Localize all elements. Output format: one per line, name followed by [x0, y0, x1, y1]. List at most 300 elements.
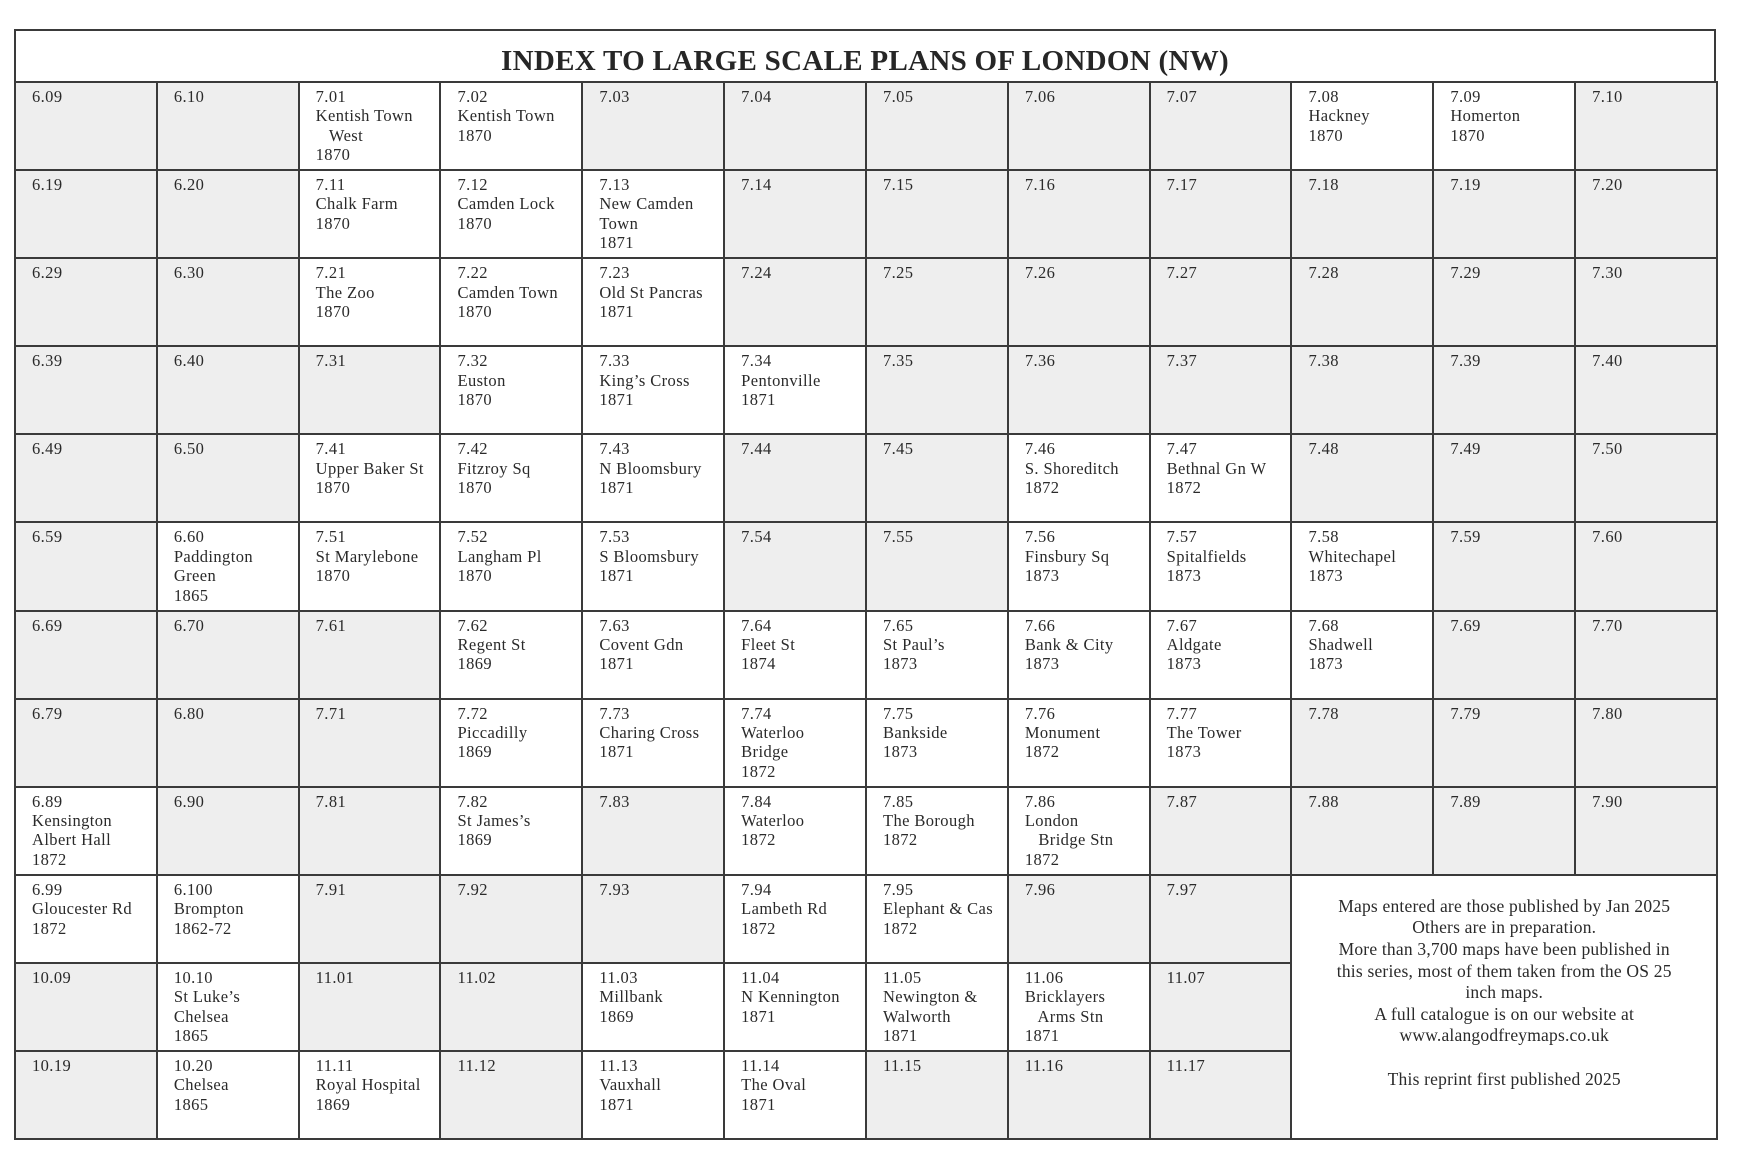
sheet-number: 7.30: [1592, 263, 1623, 283]
map-sheet-cell: [1007, 962, 1151, 1052]
sheet-number: 7.39: [1450, 351, 1481, 371]
map-sheet-cell: [439, 610, 583, 700]
sheet-number: 6.59: [32, 527, 63, 547]
sheet-year: 1872: [882, 918, 918, 938]
empty-sheet-cell: [723, 257, 867, 347]
sheet-name: Green: [173, 566, 217, 586]
sheet-number: 7.55: [882, 527, 914, 547]
sheet-name: Bricklayers: [1024, 987, 1106, 1007]
sheet-year: 1870: [315, 145, 351, 165]
sheet-name: Finsbury Sq: [1024, 546, 1110, 566]
empty-sheet-cell: [1007, 345, 1151, 435]
sheet-year: 1865: [173, 585, 209, 605]
map-sheet-cell: [865, 786, 1009, 876]
empty-sheet-cell: [156, 698, 300, 788]
sheet-name: West: [315, 125, 364, 145]
empty-sheet-cell: [1290, 698, 1434, 788]
sheet-year: 1872: [1166, 478, 1202, 498]
empty-sheet-cell: [156, 433, 300, 523]
sheet-number: 7.43: [599, 439, 630, 459]
sheet-name: S Bloomsbury: [599, 546, 700, 566]
empty-sheet-cell: [14, 1050, 158, 1140]
sheet-name: Walworth: [882, 1006, 951, 1026]
empty-sheet-cell: [723, 81, 867, 171]
sheet-name: Millbank: [599, 987, 664, 1007]
sheet-number: 6.89: [32, 791, 63, 811]
empty-sheet-cell: [1574, 433, 1718, 523]
empty-sheet-cell: [1574, 345, 1718, 435]
sheet-number: 7.58: [1308, 527, 1339, 547]
sheet-name: St James’s: [457, 811, 531, 831]
sheet-number: 7.60: [1592, 527, 1623, 547]
empty-sheet-cell: [1574, 698, 1718, 788]
sheet-number: 7.75: [882, 703, 914, 723]
info-line: [1292, 1047, 1716, 1069]
sheet-year: 1869: [457, 742, 493, 762]
empty-sheet-cell: [1149, 786, 1293, 876]
sheet-number: 6.29: [32, 263, 63, 283]
sheet-year: 1869: [599, 1006, 634, 1026]
empty-sheet-cell: [723, 433, 867, 523]
sheet-number: 7.76: [1024, 703, 1056, 723]
map-sheet-cell: [865, 610, 1009, 700]
empty-sheet-cell: [1574, 257, 1718, 347]
sheet-name: St Luke’s: [173, 987, 241, 1007]
sheet-number: 7.93: [599, 879, 630, 899]
sheet-year: 1872: [1024, 742, 1060, 762]
empty-sheet-cell: [298, 698, 442, 788]
sheet-number: 7.42: [457, 439, 488, 459]
sheet-number: 11.02: [457, 967, 496, 987]
sheet-number: 7.66: [1024, 615, 1056, 635]
empty-sheet-cell: [1149, 1050, 1293, 1140]
sheet-number: 7.31: [315, 351, 347, 371]
sheet-number: 6.100: [173, 879, 213, 899]
sheet-number: 7.86: [1024, 791, 1056, 811]
map-sheet-cell: [298, 433, 442, 523]
sheet-name: The Zoo: [315, 282, 375, 302]
sheet-number: 7.69: [1450, 615, 1481, 635]
sheet-name: N Bloomsbury: [599, 458, 702, 478]
sheet-number: 7.20: [1592, 175, 1623, 195]
sheet-name: Fitzroy Sq: [457, 458, 531, 478]
sheet-number: 7.40: [1592, 351, 1623, 371]
sheet-year: 1871: [599, 478, 634, 498]
sheet-name: King’s Cross: [599, 370, 690, 390]
sheet-number: 7.10: [1592, 87, 1623, 106]
empty-sheet-cell: [1574, 81, 1718, 171]
sheet-number: 6.90: [173, 791, 205, 811]
sheet-number: 7.92: [457, 879, 488, 899]
sheet-year: 1873: [882, 654, 918, 674]
map-sheet-cell: [1007, 698, 1151, 788]
map-sheet-cell: [156, 874, 300, 964]
sheet-name: Shadwell: [1308, 634, 1374, 654]
sheet-name: The Tower: [1166, 722, 1242, 742]
map-sheet-cell: [723, 874, 867, 964]
sheet-name: Chelsea: [173, 1006, 229, 1026]
map-sheet-cell: [865, 962, 1009, 1052]
sheet-name: Spitalfields: [1166, 546, 1247, 566]
sheet-number: 7.32: [457, 351, 488, 371]
sheet-number: 7.44: [741, 439, 772, 459]
sheet-number: 7.05: [882, 87, 914, 106]
sheet-number: 7.71: [315, 703, 347, 723]
sheet-number: 6.69: [32, 615, 63, 635]
sheet-number: 7.03: [599, 87, 630, 106]
sheet-number: 11.17: [1166, 1055, 1206, 1075]
sheet-name: Monument: [1024, 722, 1101, 742]
map-sheet-cell: [581, 169, 725, 259]
sheet-number: 7.06: [1024, 87, 1056, 106]
sheet-year: 1873: [1166, 742, 1202, 762]
sheet-number: 6.40: [173, 351, 205, 371]
empty-sheet-cell: [439, 874, 583, 964]
map-sheet-cell: [298, 81, 442, 171]
sheet-name: Bridge Stn: [1024, 830, 1114, 850]
sheet-year: 1872: [741, 918, 776, 938]
sheet-number: 7.14: [741, 175, 772, 195]
index-sheet: [14, 29, 1716, 1138]
info-panel: [1290, 874, 1718, 1140]
sheet-number: 7.88: [1308, 791, 1339, 811]
sheet-year: 1872: [1024, 478, 1060, 498]
empty-sheet-cell: [298, 610, 442, 700]
empty-sheet-cell: [1149, 962, 1293, 1052]
sheet-number: 7.15: [882, 175, 914, 195]
sheet-year: 1871: [741, 1094, 776, 1114]
map-sheet-cell: [439, 521, 583, 611]
sheet-number: 7.16: [1024, 175, 1056, 195]
sheet-name: Brompton: [173, 899, 244, 919]
sheet-name: Kentish Town: [315, 106, 413, 126]
sheet-number: 7.79: [1450, 703, 1481, 723]
sheet-number: 7.74: [741, 703, 772, 723]
sheet-number: 11.06: [1024, 967, 1064, 987]
empty-sheet-cell: [1432, 698, 1576, 788]
map-sheet-cell: [439, 698, 583, 788]
sheet-number: 7.37: [1166, 351, 1198, 371]
sheet-year: 1870: [315, 566, 351, 586]
empty-sheet-cell: [14, 81, 158, 171]
sheet-number: 7.38: [1308, 351, 1339, 371]
map-sheet-cell: [439, 169, 583, 259]
sheet-year: 1871: [599, 233, 634, 253]
sheet-number: 7.57: [1166, 527, 1198, 547]
info-line: More than 3,700 maps have been published in: [1338, 938, 1670, 959]
sheet-number: 7.95: [882, 879, 914, 899]
sheet-year: 1871: [599, 390, 634, 410]
empty-sheet-cell: [1574, 610, 1718, 700]
empty-sheet-cell: [1007, 1050, 1151, 1140]
map-sheet-cell: [156, 962, 300, 1052]
sheet-year: 1872: [32, 849, 67, 869]
sheet-name: Bank & City: [1024, 634, 1114, 654]
sheet-year: 1870: [457, 390, 493, 410]
sheet-number: 7.34: [741, 351, 772, 371]
empty-sheet-cell: [14, 521, 158, 611]
map-sheet-cell: [1290, 81, 1434, 171]
empty-sheet-cell: [1432, 521, 1576, 611]
sheet-number: 7.97: [1166, 879, 1198, 899]
empty-sheet-cell: [1149, 257, 1293, 347]
sheet-number: 7.48: [1308, 439, 1339, 459]
empty-sheet-cell: [298, 962, 442, 1052]
sheet-name: The Oval: [741, 1075, 807, 1095]
sheet-number: 7.77: [1166, 703, 1198, 723]
empty-sheet-cell: [1574, 786, 1718, 876]
sheet-name: Old St Pancras: [599, 282, 704, 302]
empty-sheet-cell: [156, 786, 300, 876]
sheet-name: Euston: [457, 370, 506, 390]
empty-sheet-cell: [1574, 169, 1718, 259]
sheet-number: 7.36: [1024, 351, 1056, 371]
map-sheet-cell: [1007, 521, 1151, 611]
sheet-number: 11.01: [315, 967, 355, 987]
sheet-number: 7.51: [315, 527, 347, 547]
sheet-year: 1865: [173, 1094, 209, 1114]
empty-sheet-cell: [865, 433, 1009, 523]
map-sheet-cell: [581, 698, 725, 788]
info-line: This reprint first published 2025: [1387, 1068, 1621, 1089]
sheet-number: 7.63: [599, 615, 630, 635]
map-sheet-cell: [865, 874, 1009, 964]
sheet-name: Camden Town: [457, 282, 559, 302]
sheet-number: 7.17: [1166, 175, 1198, 195]
sheet-name: Aldgate: [1166, 634, 1222, 654]
info-line: this series, most of them taken from the OS 25: [1336, 960, 1672, 981]
empty-sheet-cell: [156, 169, 300, 259]
sheet-year: 1871: [741, 1006, 776, 1026]
sheet-number: 7.02: [457, 87, 488, 106]
sheet-year: 1871: [1024, 1026, 1060, 1046]
sheet-number: 7.07: [1166, 87, 1198, 106]
sheet-number: 7.59: [1450, 527, 1481, 547]
sheet-number: 7.01: [315, 87, 347, 106]
sheet-year: 1870: [457, 125, 493, 145]
map-sheet-cell: [581, 345, 725, 435]
empty-sheet-cell: [581, 81, 725, 171]
empty-sheet-cell: [865, 169, 1009, 259]
sheet-number: 7.78: [1308, 703, 1339, 723]
sheet-number: 6.10: [173, 87, 205, 106]
sheet-number: 7.41: [315, 439, 347, 459]
sheet-name: St Paul’s: [882, 634, 945, 654]
map-sheet-cell: [581, 1050, 725, 1140]
empty-sheet-cell: [298, 874, 442, 964]
sheet-number: 7.94: [741, 879, 772, 899]
empty-sheet-cell: [14, 698, 158, 788]
empty-sheet-cell: [1290, 433, 1434, 523]
empty-sheet-cell: [1007, 169, 1151, 259]
sheet-name: Chelsea: [173, 1075, 229, 1095]
sheet-number: 11.14: [741, 1055, 780, 1075]
sheet-name: New Camden: [599, 194, 694, 214]
sheet-number: 7.26: [1024, 263, 1056, 283]
empty-sheet-cell: [1290, 786, 1434, 876]
sheet-number: 7.28: [1308, 263, 1339, 283]
sheet-name: Langham Pl: [457, 546, 542, 566]
sheet-name: Waterloo: [741, 722, 805, 742]
empty-sheet-cell: [14, 345, 158, 435]
map-sheet-cell: [723, 1050, 867, 1140]
empty-sheet-cell: [865, 521, 1009, 611]
map-sheet-cell: [1149, 698, 1293, 788]
sheet-name: Covent Gdn: [599, 634, 684, 654]
sheet-year: 1870: [457, 478, 493, 498]
info-line: www.alangodfreymaps.co.uk: [1399, 1025, 1609, 1046]
map-sheet-cell: [439, 786, 583, 876]
empty-sheet-cell: [1149, 81, 1293, 171]
sheet-year: 1872: [741, 761, 776, 781]
map-sheet-cell: [14, 786, 158, 876]
info-line: Maps entered are those published by Jan 2025: [1338, 895, 1671, 916]
sheet-number: 7.90: [1592, 791, 1623, 811]
sheet-year: 1869: [315, 1094, 351, 1114]
sheet-year: 1870: [315, 301, 351, 321]
empty-sheet-cell: [1290, 169, 1434, 259]
sheet-year: 1870: [457, 566, 493, 586]
sheet-name: Gloucester Rd: [32, 899, 133, 919]
sheet-year: 1871: [599, 301, 634, 321]
page-title: INDEX TO LARGE SCALE PLANS OF LONDON (NW): [16, 31, 1714, 83]
sheet-number: 11.16: [1024, 1055, 1064, 1075]
sheet-number: 7.33: [599, 351, 630, 371]
sheet-name: Bankside: [882, 722, 948, 742]
sheet-number: 7.81: [315, 791, 347, 811]
sheet-number: 6.99: [32, 879, 63, 899]
sheet-number: 7.87: [1166, 791, 1198, 811]
sheet-name: S. Shoreditch: [1024, 458, 1119, 478]
sheet-name: Pentonville: [741, 370, 821, 390]
sheet-number: 7.70: [1592, 615, 1623, 635]
sheet-year: 1872: [1024, 849, 1060, 869]
sheet-name: Albert Hall: [32, 830, 112, 850]
empty-sheet-cell: [156, 81, 300, 171]
sheet-number: 6.70: [173, 615, 205, 635]
sheet-number: 7.12: [457, 175, 488, 195]
sheet-name: The Borough: [882, 811, 975, 831]
sheet-year: 1870: [1308, 125, 1344, 145]
sheet-name: Paddington: [173, 546, 253, 566]
sheet-number: 7.91: [315, 879, 347, 899]
sheet-number: 7.65: [882, 615, 914, 635]
sheet-year: 1865: [173, 1026, 209, 1046]
empty-sheet-cell: [14, 610, 158, 700]
sheet-name: Fleet St: [741, 634, 796, 654]
map-sheet-cell: [439, 81, 583, 171]
empty-sheet-cell: [1290, 345, 1434, 435]
sheet-number: 10.20: [173, 1055, 213, 1075]
sheet-number: 7.62: [457, 615, 488, 635]
empty-sheet-cell: [14, 257, 158, 347]
map-sheet-cell: [298, 169, 442, 259]
sheet-name: Elephant & Cas: [882, 899, 994, 919]
sheet-number: 11.05: [882, 967, 922, 987]
empty-sheet-cell: [1007, 874, 1151, 964]
sheet-number: 11.07: [1166, 967, 1206, 987]
sheet-number: 7.84: [741, 791, 772, 811]
sheet-year: 1862-72: [173, 918, 232, 938]
sheet-year: 1869: [457, 830, 493, 850]
sheet-number: 11.11: [315, 1055, 354, 1075]
sheet-number: 7.96: [1024, 879, 1056, 899]
sheet-number: 7.21: [315, 263, 347, 283]
sheet-year: 1873: [1024, 654, 1060, 674]
map-sheet-cell: [581, 257, 725, 347]
empty-sheet-cell: [1149, 169, 1293, 259]
sheet-number: 7.47: [1166, 439, 1198, 459]
sheet-number: 7.27: [1166, 263, 1198, 283]
empty-sheet-cell: [1432, 169, 1576, 259]
empty-sheet-cell: [1432, 786, 1576, 876]
sheet-name: St Marylebone: [315, 546, 419, 566]
sheet-year: 1873: [1024, 566, 1060, 586]
map-sheet-cell: [581, 962, 725, 1052]
sheet-number: 6.09: [32, 87, 63, 106]
sheet-year: 1873: [1166, 654, 1202, 674]
sheet-name: London: [1024, 811, 1079, 831]
sheet-name: Lambeth Rd: [741, 899, 828, 919]
map-sheet-cell: [156, 521, 300, 611]
map-sheet-cell: [1007, 610, 1151, 700]
sheet-number: 7.24: [741, 263, 772, 283]
empty-sheet-cell: [1574, 521, 1718, 611]
map-sheet-cell: [156, 1050, 300, 1140]
empty-sheet-cell: [1432, 433, 1576, 523]
sheet-name: Kensington: [32, 811, 113, 831]
map-sheet-cell: [1290, 610, 1434, 700]
sheet-year: 1873: [1166, 566, 1202, 586]
sheet-number: 7.61: [315, 615, 347, 635]
empty-sheet-cell: [156, 345, 300, 435]
sheet-name: Bridge: [741, 742, 789, 762]
sheet-name: Royal Hospital: [315, 1075, 421, 1095]
sheet-number: 7.49: [1450, 439, 1481, 459]
sheet-number: 7.52: [457, 527, 488, 547]
map-sheet-cell: [865, 698, 1009, 788]
sheet-name: Bethnal Gn W: [1166, 458, 1267, 478]
sheet-number: 7.53: [599, 527, 630, 547]
sheet-number: 7.25: [882, 263, 914, 283]
sheet-number: 7.64: [741, 615, 772, 635]
sheet-number: 6.49: [32, 439, 63, 459]
sheet-number: 11.12: [457, 1055, 496, 1075]
sheet-number: 7.73: [599, 703, 630, 723]
sheet-year: 1869: [457, 654, 493, 674]
sheet-number: 6.80: [173, 703, 205, 723]
empty-sheet-cell: [439, 962, 583, 1052]
empty-sheet-cell: [1290, 257, 1434, 347]
sheet-number: 7.29: [1450, 263, 1481, 283]
sheet-name: Waterloo: [741, 811, 805, 831]
sheet-number: 7.11: [315, 175, 346, 195]
sheet-name: Hackney: [1308, 106, 1370, 126]
sheet-number: 7.22: [457, 263, 488, 283]
sheet-number: 7.82: [457, 791, 488, 811]
map-sheet-cell: [298, 521, 442, 611]
sheet-year: 1873: [1308, 654, 1344, 674]
sheet-name: Chalk Farm: [315, 194, 399, 214]
sheet-number: 6.19: [32, 175, 63, 195]
sheet-number: 6.50: [173, 439, 205, 459]
empty-sheet-cell: [156, 257, 300, 347]
sheet-name: Upper Baker St: [315, 458, 424, 478]
sheet-number: 11.13: [599, 1055, 638, 1075]
sheet-year: 1871: [599, 1094, 634, 1114]
map-sheet-cell: [1149, 433, 1293, 523]
sheet-number: 7.89: [1450, 791, 1481, 811]
